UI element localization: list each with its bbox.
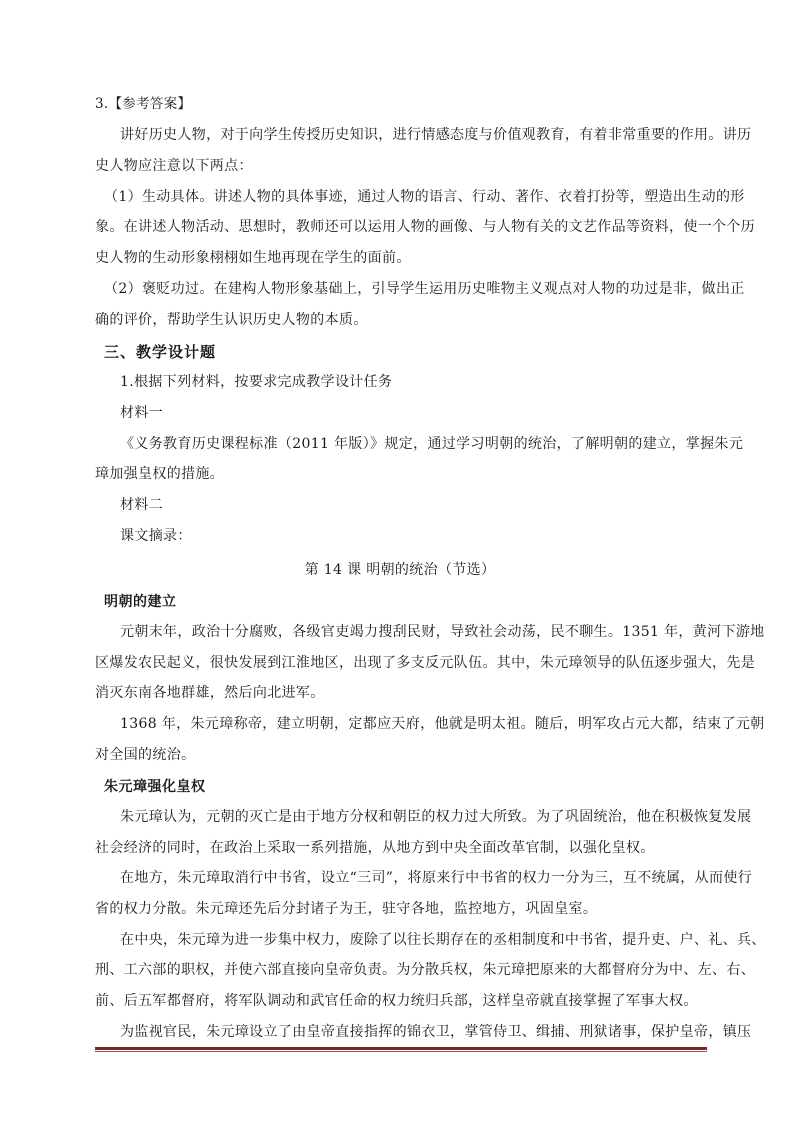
excerpt-label: 课文摘录：: [120, 528, 192, 544]
power-p1-line-1: 朱元璋认为，元朝的灭亡是由于地方分权和朝臣的权力过大所致。为了巩固统治，他在积极恢复发展: [120, 809, 752, 825]
answer-point2-line-1: （2）褒贬功过。在建构人物形象基础上，引导学生运用历史唯物主义观点对人物的功过是非，做出正: [104, 281, 745, 297]
footer-rule: [95, 1047, 707, 1050]
material2-label: 材料二: [120, 497, 164, 513]
subheading-founding: 明朝的建立: [104, 594, 177, 610]
answer-point1-line-3: 史人物的生动形象栩栩如生地再现在学生的面前。: [95, 250, 411, 266]
power-p1-line-2: 社会经济的同时，在政治上采取一系列措施，从地方到中央全面改革官制，以强化皇权。: [95, 840, 655, 856]
founding-p1-line-3: 消灭东南各地群雄，然后向北进军。: [95, 685, 325, 701]
founding-p2-line-1: 1368 年，朱元璋称帝，建立明朝，定都应天府，他就是明太祖。随后，明军攻占元大都，结束了元朝: [120, 716, 765, 732]
question-prompt: 1.根据下列材料，按要求完成教学设计任务: [120, 374, 393, 390]
material1-line-1: 《义务教育历史课程标准（2011 年版）》规定，通过学习明朝的统治，了解明朝的建立，掌握朱元: [120, 436, 744, 452]
section-heading: 三、教学设计题: [104, 343, 217, 361]
answer-point1-line-1: （1）生动具体。讲述人物的具体事迹，通过人物的语言、行动、著作、衣着打扮等，塑造出生动的形: [104, 189, 745, 205]
power-p4-line-1: 为监视官民，朱元璋设立了由皇帝直接指挥的锦衣卫，掌管侍卫、缉捕、刑狱诸事，保护皇帝，镇压: [120, 1024, 752, 1040]
material1-label: 材料一: [120, 405, 164, 421]
founding-p1-line-1: 元朝末年，政治十分腐败，各级官吏竭力搜刮民财，导致社会动荡，民不聊生。1351 年，黄河下游地: [120, 624, 765, 640]
footer-rule-thin: [95, 1051, 707, 1052]
answer-point1-line-2: 象。在讲述人物活动、思想时，教师还可以运用人物的画像、与人物有关的文艺作品等资料，使一个个历: [95, 219, 756, 235]
power-p2-line-2: 省的权力分散。朱元璋还先后分封诸子为王，驻守各地，监控地方，巩固皇室。: [95, 901, 598, 917]
founding-p1-line-2: 区爆发农民起义，很快发展到江淮地区，出现了多支反元队伍。其中，朱元璋领导的队伍逐步强大，先是: [95, 655, 756, 671]
answer-title: 3.【参考答案】: [95, 96, 192, 112]
subheading-imperial-power: 朱元璋强化皇权: [104, 779, 206, 795]
answer-intro-line-1: 讲好历史人物，对于向学生传授历史知识，进行情感态度与价值观教育，有着非常重要的作用。讲历: [120, 127, 752, 143]
answer-intro-line-2: 史人物应注意以下两点：: [95, 158, 253, 174]
power-p3-line-3: 前、后五军都督府，将军队调动和武官任命的权力统归兵部，这样皇帝就直接掌握了军事大权。: [95, 993, 698, 1009]
answer-point2-line-2: 确的评价，帮助学生认识历史人物的本质。: [95, 312, 368, 328]
power-p3-line-1: 在中央，朱元璋为进一步集中权力，废除了以往长期存在的丞相制度和中书省，提升吏、户、礼、兵、: [120, 932, 766, 948]
power-p2-line-1: 在地方，朱元璋取消行中书省，设立“三司”，将原来行中书省的权力一分为三，互不统属，从而使行: [120, 870, 753, 886]
lesson-title: 第 14 课 明朝的统治（节选）: [304, 562, 496, 578]
founding-p2-line-2: 对全国的统治。: [95, 747, 196, 763]
material1-line-2: 璋加强皇权的措施。: [95, 466, 225, 482]
power-p3-line-2: 刑、工六部的职权，并使六部直接向皇帝负责。为分散兵权，朱元璋把原来的大都督府分为中、左、右、: [95, 962, 756, 978]
